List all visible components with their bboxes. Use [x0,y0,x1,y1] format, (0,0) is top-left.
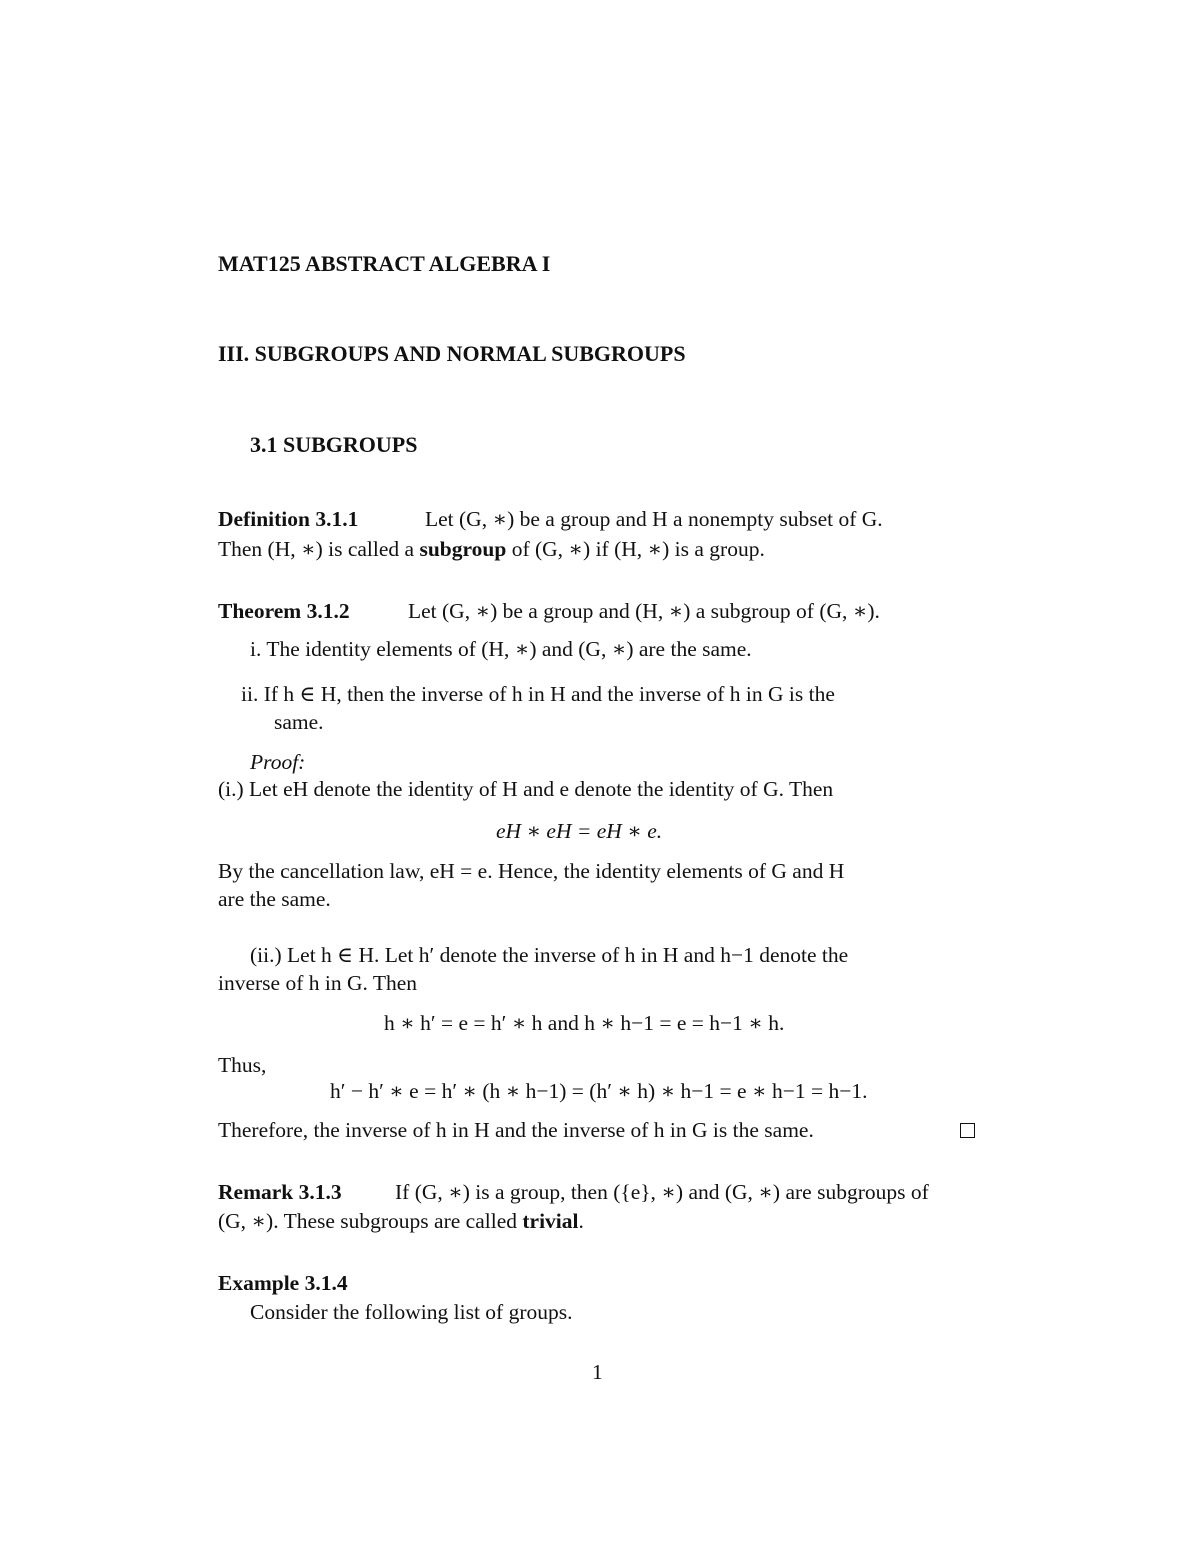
remark-line-1 [218,1179,929,1205]
proof-part-1-line: (i.) Let eH denote the identity of H and e denote the identity of G. Then [218,777,834,801]
definition-label: Definition 3.1.1 [218,507,359,531]
proof-equation-2: h ∗ h′ = e = h′ ∗ h and h ∗ h−1 = e = h−1 ∗ h. [384,1011,785,1035]
remark-text-1: If (G, ∗) is a group, then ({e}, ∗) and (G, ∗) are subgroups of [395,1180,929,1204]
theorem-item-1: i. The identity elements of (H, ∗) and (G, ∗) are the same. [250,637,752,661]
proof-label: Proof: [250,750,306,774]
proof-part-1-conclusion-2: are the same. [218,887,331,911]
proof-conclusion: Therefore, the inverse of h in H and the inverse of h in G is the same. [218,1118,814,1142]
definition-term: subgroup [419,537,507,561]
example-text: Consider the following list of groups. [250,1300,573,1324]
remark-label: Remark 3.1.3 [218,1180,342,1204]
proof-equation-3: h′ − h′ ∗ e = h′ ∗ (h ∗ h−1) = (h′ ∗ h) ∗ h−1 = e ∗ h−1 = h−1. [330,1079,868,1103]
proof-thus: Thus, [218,1053,267,1077]
definition-text-2a: Then (H, ∗) is called a [218,537,420,561]
remark-line-2 [218,1208,584,1234]
proof-part-2-line-2: inverse of h in G. Then [218,971,418,995]
page-number: 1 [592,1360,603,1384]
definition-text-2b: of (G, ∗) if (H, ∗) is a group. [506,537,765,561]
theorem-label: Theorem 3.1.2 [218,599,350,623]
example-label: Example 3.1.4 [218,1271,348,1295]
chapter-title: III. SUBGROUPS AND NORMAL SUBGROUPS [218,341,686,366]
remark-text-2b: . [578,1209,584,1233]
theorem-item-2-line-1: ii. If h ∈ H, then the inverse of h in H and the inverse of h in G is the [241,682,835,706]
theorem-line [218,598,880,624]
definition-text-1: Let (G, ∗) be a group and H a nonempty subset of G. [425,507,883,531]
definition-line-1 [218,506,883,532]
proof-equation-1: eH ∗ eH = eH ∗ e. [496,819,663,843]
proof-part-1-conclusion-1: By the cancellation law, eH = e. Hence, the identity elements of G and H [218,859,845,883]
section-title: 3.1 SUBGROUPS [250,432,418,457]
remark-text-2a: (G, ∗). These subgroups are called [218,1209,523,1233]
course-title: MAT125 ABSTRACT ALGEBRA I [218,251,551,276]
definition-line-2 [218,536,765,562]
theorem-item-2-line-2: same. [274,710,324,734]
remark-term: trivial [522,1209,579,1233]
qed-square-icon [960,1123,975,1138]
theorem-statement: Let (G, ∗) be a group and (H, ∗) a subgroup of (G, ∗). [408,599,880,623]
proof-part-2-line-1: (ii.) Let h ∈ H. Let h′ denote the inverse of h in H and h−1 denote the [250,943,849,967]
